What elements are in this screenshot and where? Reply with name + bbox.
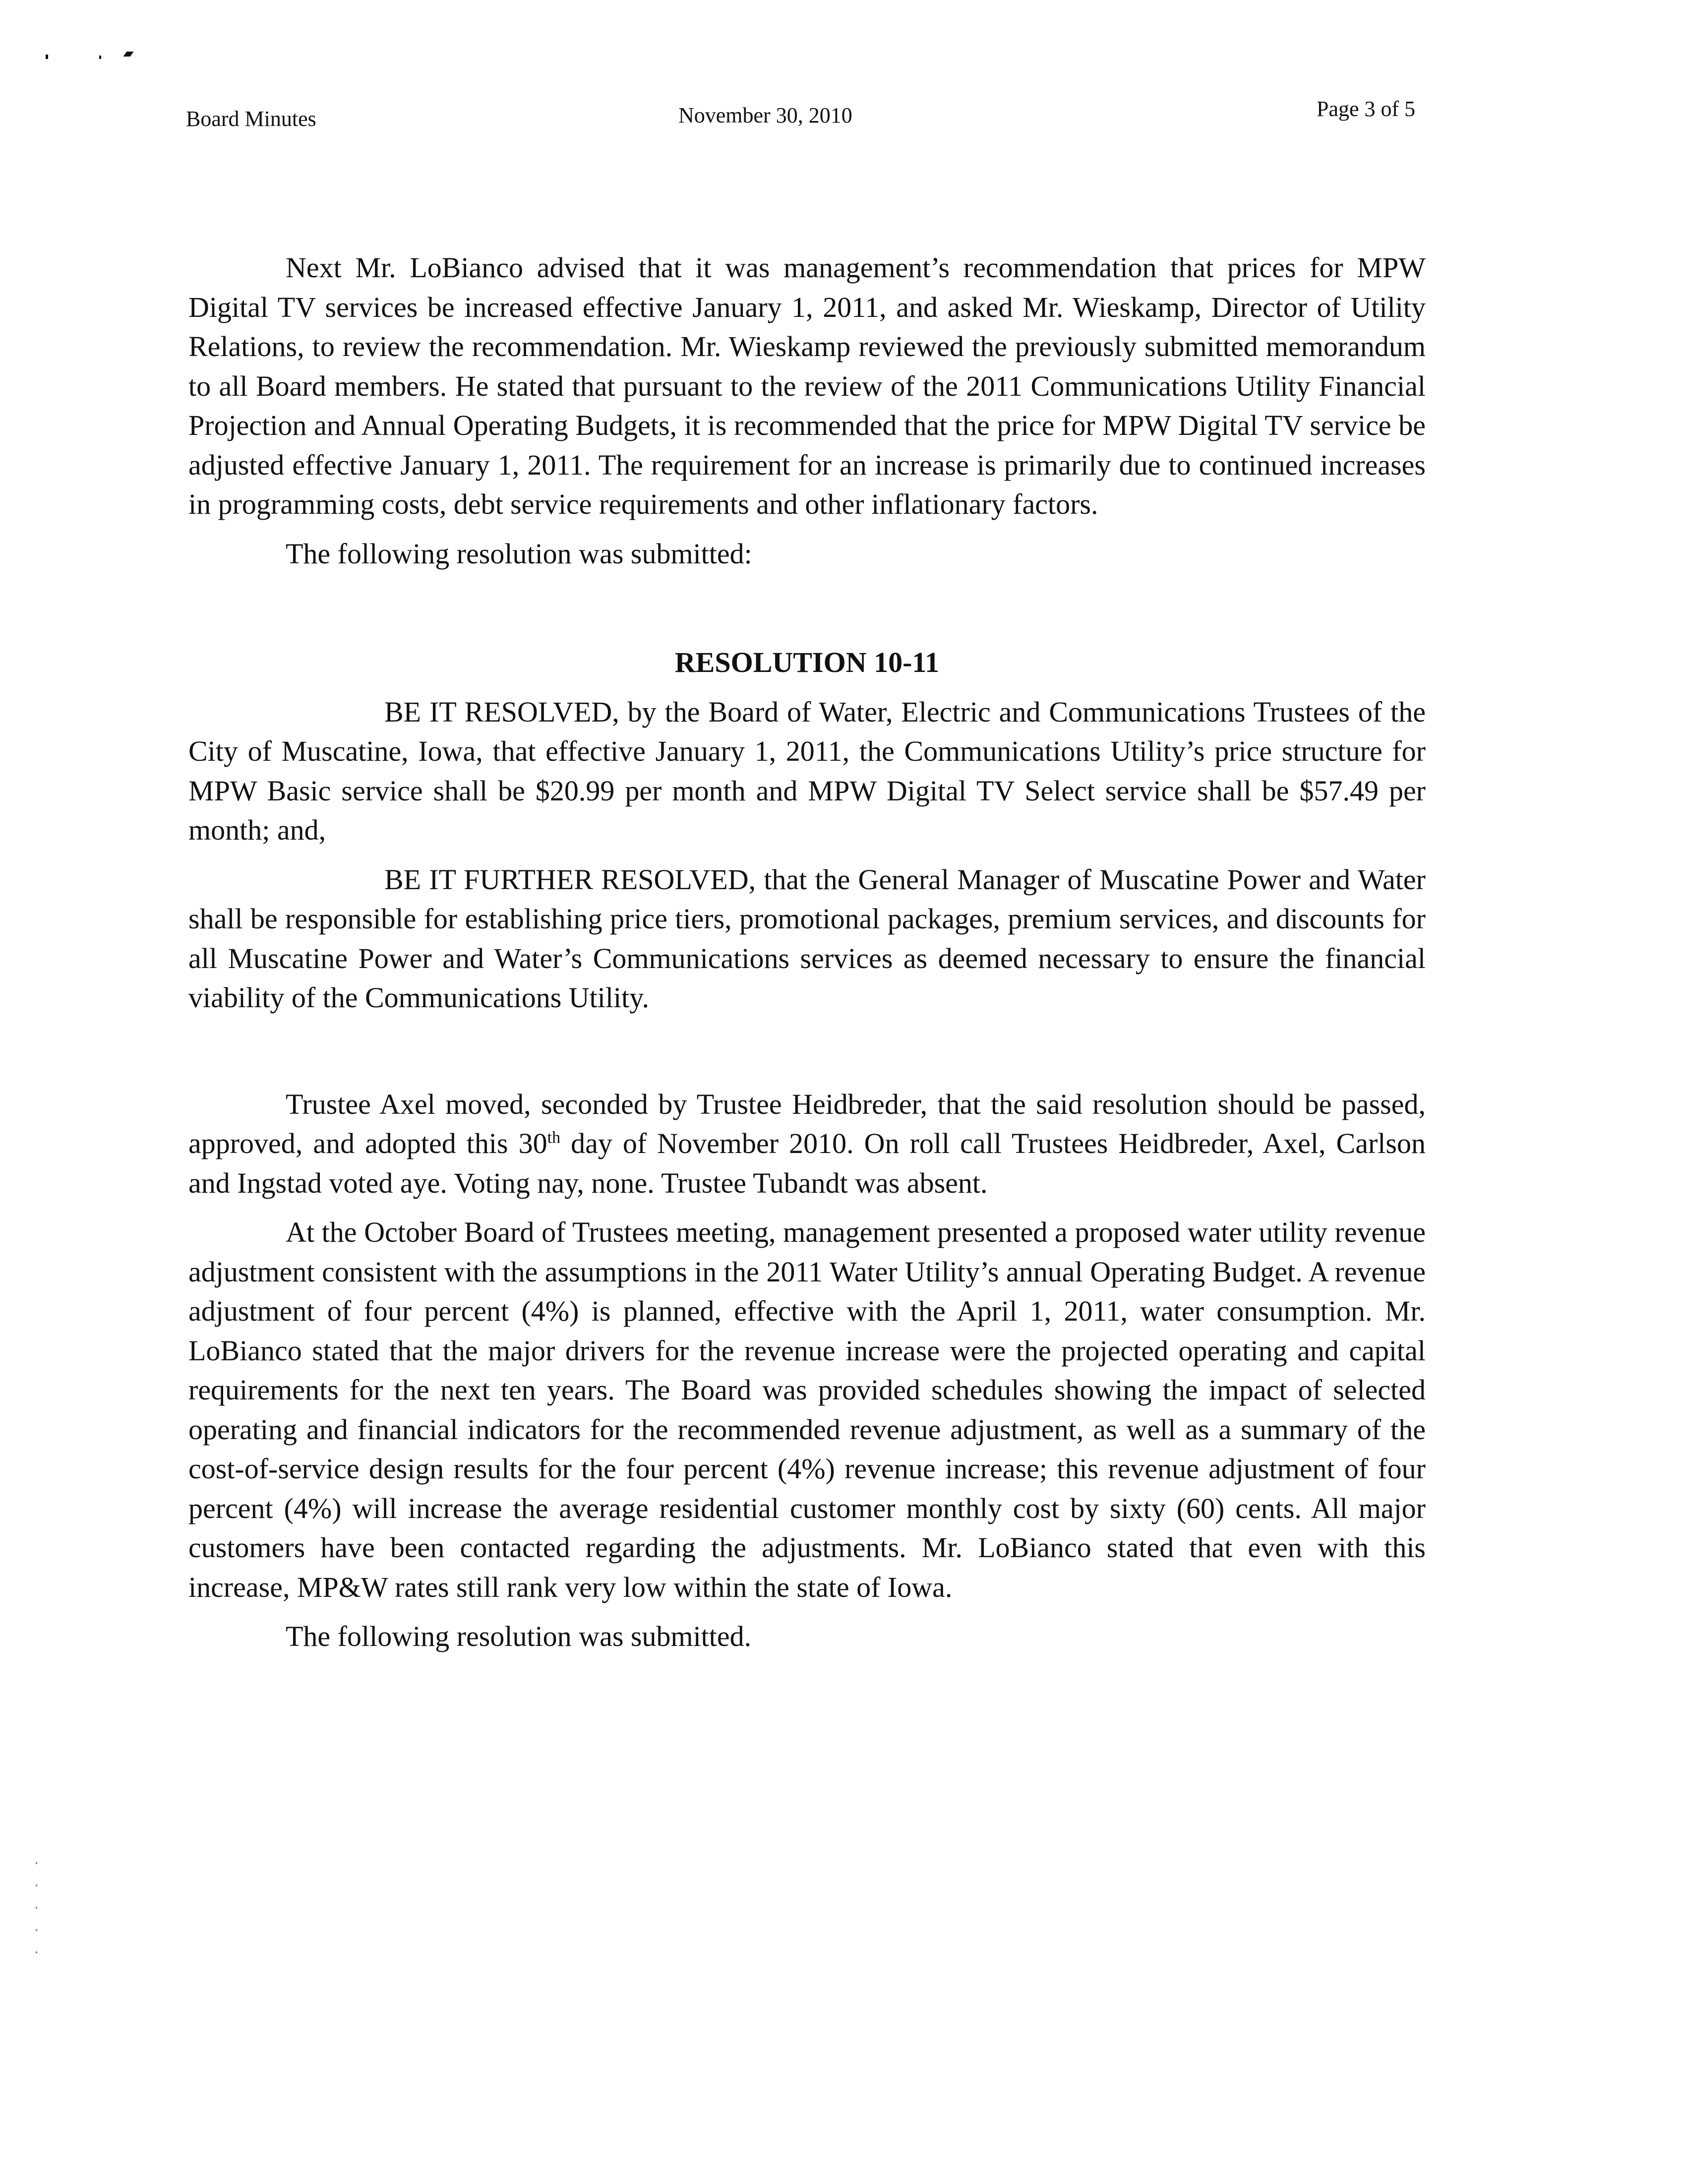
scan-speck [46, 55, 48, 59]
resolution-title: RESOLUTION 10-11 [674, 646, 940, 678]
resolution-clause-1: BE IT RESOLVED, by the Board of Water, Electric and Communications Trustees of the City of Muscatine, Iowa, that effective January 1, 2011, the Communications Utility’s price structure for MPW Basic service shall be $20.99 per month and MPW Digital TV Select service shall be $57.49 per month; and, [188, 695, 1426, 846]
header-document-title: Board Minutes [186, 107, 316, 131]
paragraph-digital-tv-recommendation: Next Mr. LoBianco advised that it was management’s recommendation that prices for MPW Digital TV services be increased effective January 1, 2011, and asked Mr. Wieskamp, Director of Utility Relations, to review the recommendation. Mr. Wieskamp reviewed the previously submitted memorandum to all Board members. He stated that pursuant to the review of the 2011 Communications Utility Financial Projection and Annual Operating Budgets, it is recommended that the price for MPW Digital TV service be adjusted effective January 1, 2011. The requirement for an increase is primarily due to continued increases in programming costs, debt service requirements and other inflationary factors. [188, 251, 1426, 520]
resolution-clause-2: BE IT FURTHER RESOLVED, that the General Manager of Muscatine Power and Water shall be responsible for establishing price tiers, promotional packages, premium services, and discounts for all Muscatine Power and Water’s Communications services as deemed necessary to ensure the financial viability of the Communications Utility. [188, 863, 1426, 1014]
paragraph-vote-record [188, 1085, 1426, 1203]
ordinal-suffix: th [547, 1128, 561, 1147]
paragraph-resolution-intro-2: The following resolution was submitted. [286, 1620, 752, 1652]
vote-text-b: day of November 2010. On roll call Trustees Heidbreder, Axel, Carlson and Ingstad voted aye. Voting nay, none. Trustee Tubandt was absent. [188, 1127, 1426, 1199]
scan-speck [123, 52, 133, 57]
margin-dot [36, 1929, 37, 1931]
document-body [188, 248, 1426, 1656]
header-meeting-date: November 30, 2010 [678, 103, 852, 127]
scan-speck [99, 56, 101, 59]
margin-dot [36, 1862, 37, 1864]
vote-text-a: Trustee Axel moved, seconded by Trustee Heidbreder, that the said resolution should be passed, approved, and adopted this 30 [188, 1088, 1426, 1159]
paragraph-water-revenue-adjustment: At the October Board of Trustees meeting, management presented a proposed water utility revenue adjustment consistent with the assumptions in the 2011 Water Utility’s annual Operating Budget. A revenue adjustment of four percent (4%) is planned, effective with the April 1, 2011, water consumption. Mr. LoBianco stated that the major drivers for the revenue increase were the projected operating and capital requirements for the next ten years. The Board was provided schedules showing the impact of selected operating and financial indicators for the recommended revenue adjustment, as well as a summary of the cost-of-service design results for the four percent (4%) revenue increase; this revenue adjustment of four percent (4%) will increase the average residential customer monthly cost by sixty (60) cents. All major customers have been contacted regarding the adjustments. Mr. LoBianco stated that even with this increase, MP&W rates still rank very low within the state of Iowa. [188, 1216, 1426, 1603]
margin-dot [36, 1951, 37, 1953]
margin-dot [36, 1907, 37, 1909]
margin-dot [36, 1884, 37, 1886]
paragraph-resolution-intro: The following resolution was submitted: [286, 537, 752, 570]
header-page-number: Page 3 of 5 [1317, 97, 1416, 121]
